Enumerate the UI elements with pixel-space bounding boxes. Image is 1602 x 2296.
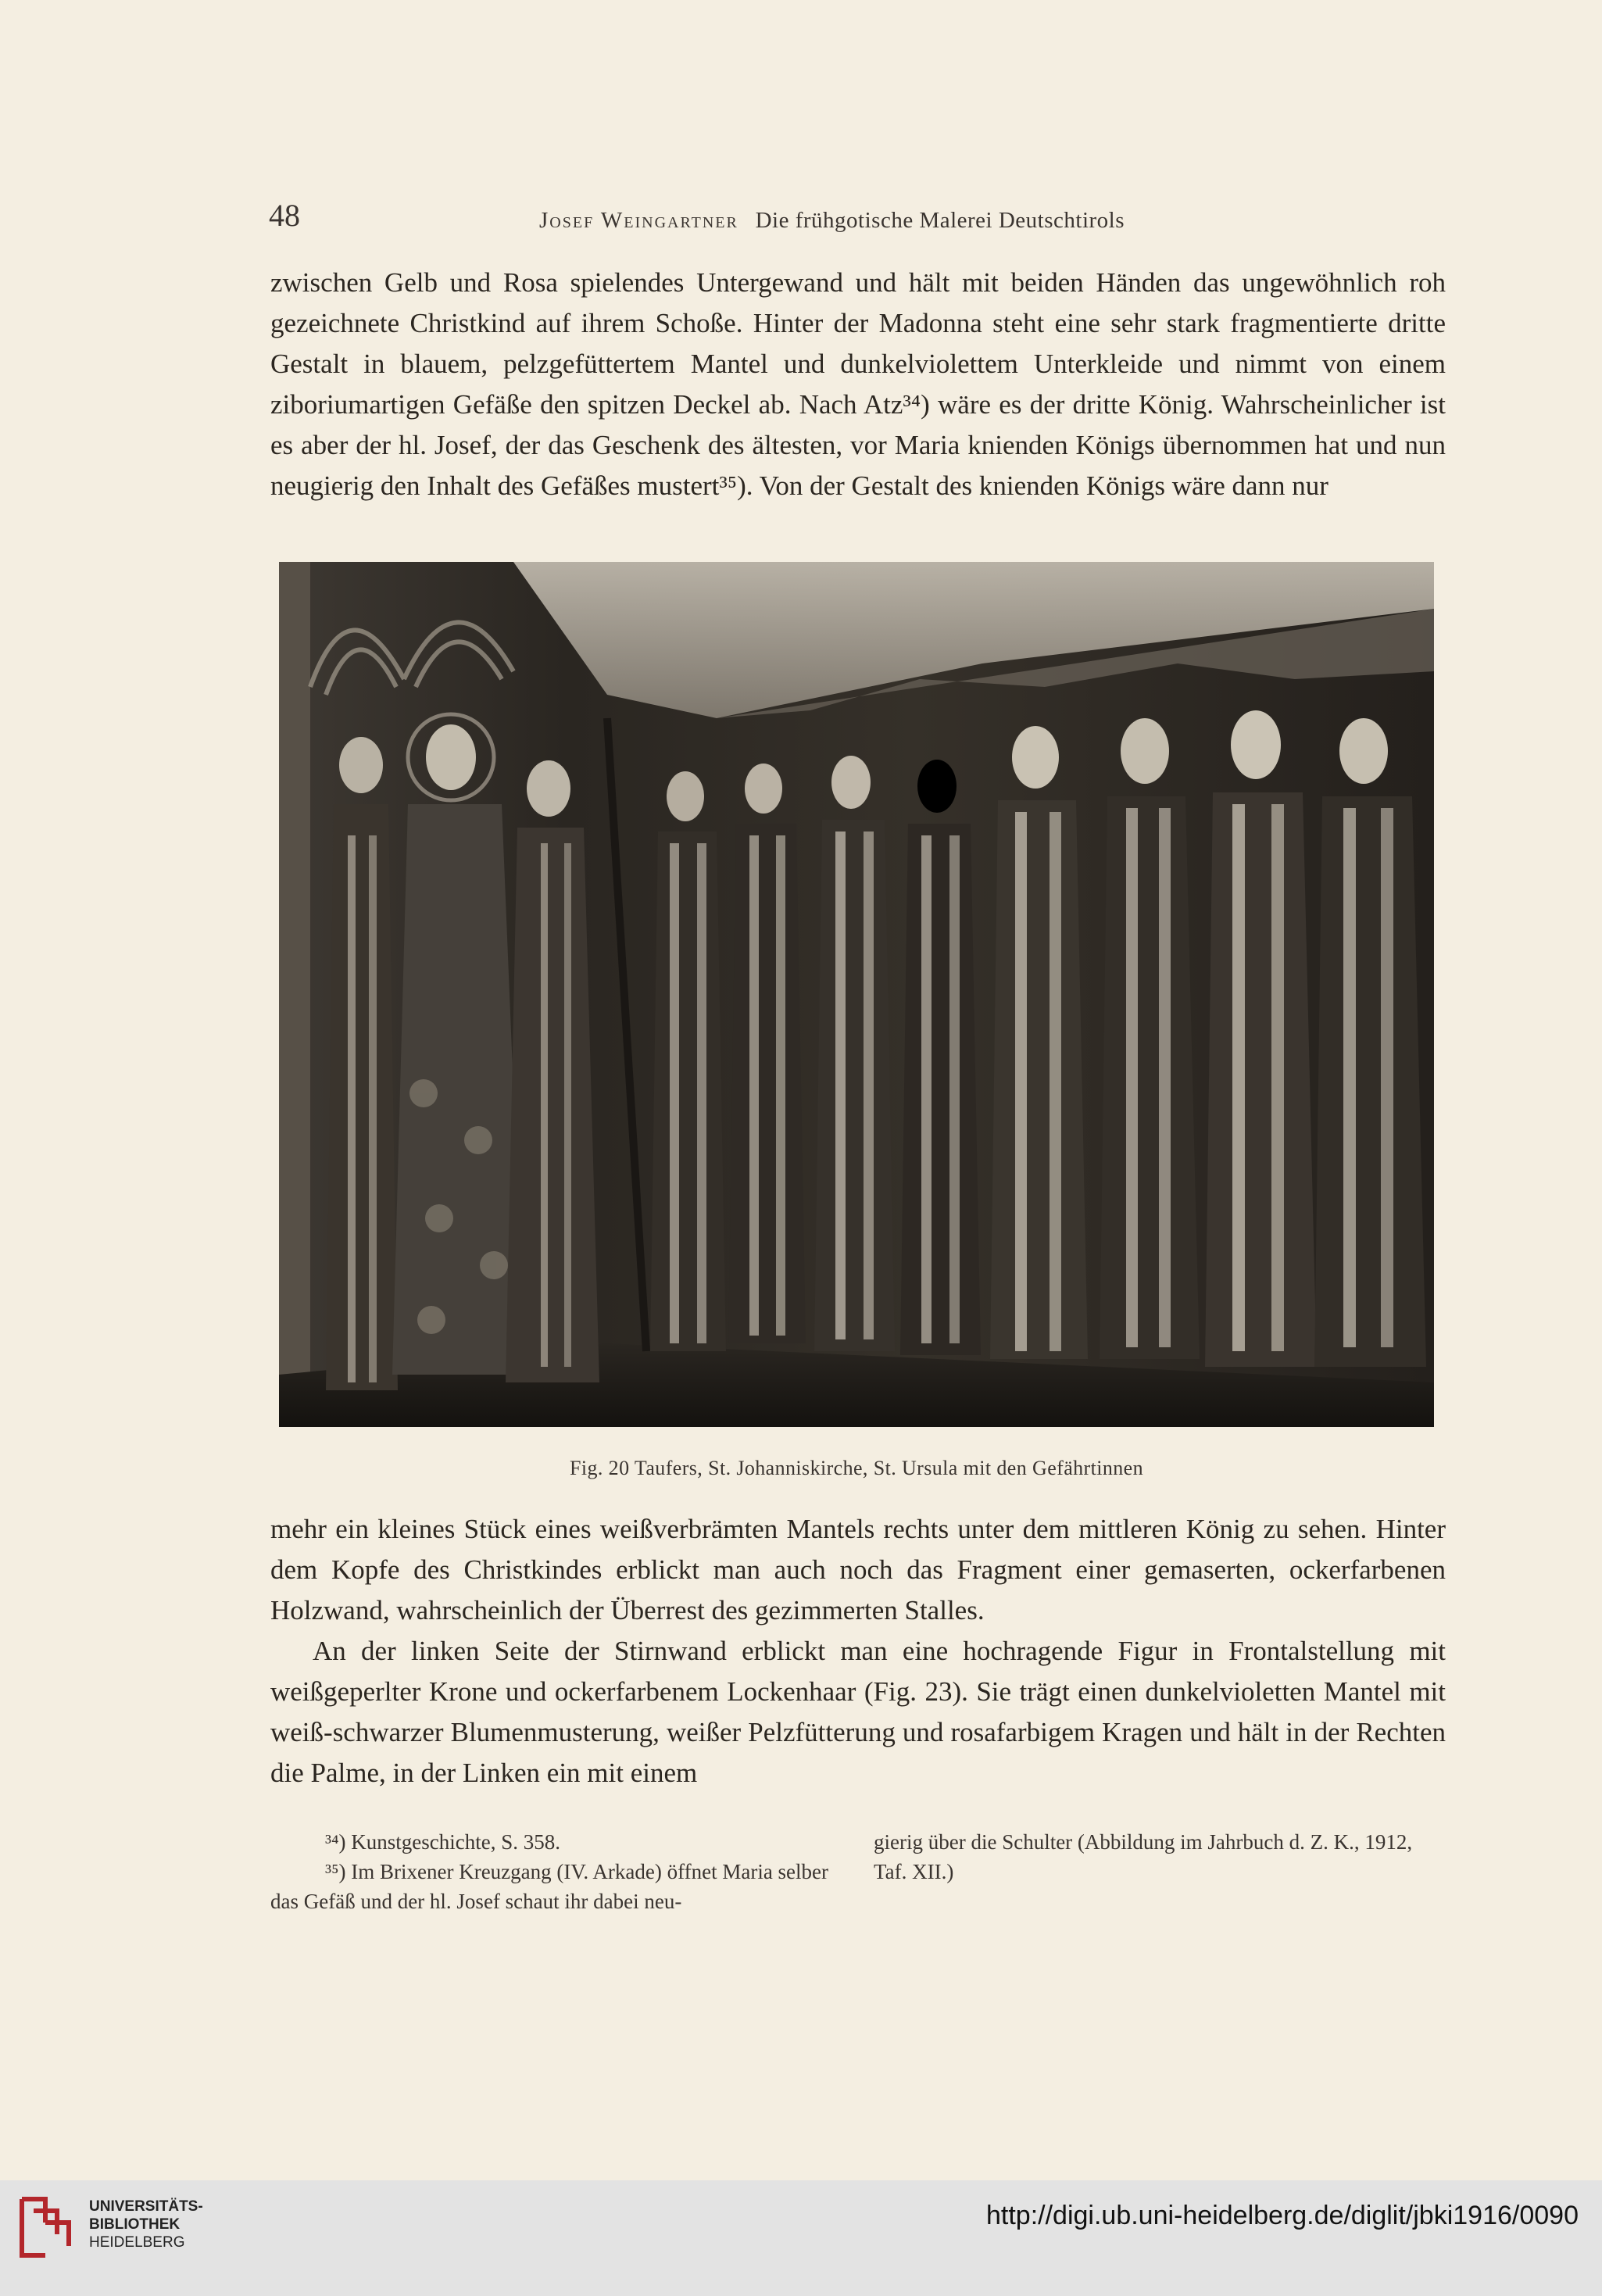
footnote-35-part1: ³⁵) Im Brixener Kreuzgang (IV. Arkade) öffnet Maria selber das Gefäß und der hl. Josef schaut ihr dabei neu- [270, 1860, 829, 1913]
footer-bar [0, 2180, 1602, 2296]
library-line-1: UNIVERSITÄTS- [89, 2198, 203, 2215]
body-text-bottom [270, 1509, 1446, 1794]
library-line-2: BIBLIOTHEK [89, 2216, 181, 2233]
footnote-35-part2: gierig über die Schulter (Abbildung im Jahrbuch d. Z. K., 1912, Taf. XII.) [874, 1830, 1413, 1883]
running-head-title: Die frühgotische Malerei Deutschtirols [755, 208, 1125, 233]
paragraph: zwischen Gelb und Rosa spielendes Untergewand und hält mit beiden Händen das ungewöhnlich roh gezeichnete Christkind auf ihrem Schoße. Hinter der Madonna steht eine sehr stark fragmentierte dritte Gestalt in blauem, pelzgefüttertem Mantel und dunkelviolettem Unterkleide und nimmt von einem ziboriumartigen Gefäße den spitzen Deckel ab. Nach Atz³⁴) wäre es der dritte König. Wahrscheinlicher ist es aber der hl. Josef, der das Geschenk des ältesten, vor Maria knienden Königs übernommen hat und nun neugierig den Inhalt des Gefäßes mustert³⁵). Von der Gestalt des knienden Königs wäre dann nur [270, 267, 1446, 501]
footnotes-left-column [270, 1827, 846, 1916]
library-line-3: HEIDELBERG [89, 2234, 185, 2251]
paragraph: An der linken Seite der Stirnwand erblickt man eine hochragende Figur in Frontalstellung mit weißgeperlter Krone und ockerfarbenem Lockenhaar (Fig. 23). Sie trägt einen dunkelvioletten Mantel mit weiß-schwarzer Blumenmusterung, weißer Pelzfütterung und rosafarbigem Kragen und hält in der Rechten die Palme, in der Linken ein mit einem [270, 1636, 1446, 1788]
running-head [539, 208, 1125, 234]
figure-caption: Fig. 20 Taufers, St. Johanniskirche, St. Ursula mit den Gefährtinnen [569, 1457, 1143, 1479]
source-url-link[interactable]: http://digi.ub.uni-heidelberg.de/diglit/jbki1916/0090 [986, 2201, 1579, 2230]
running-head-author: Josef Weingartner [539, 208, 738, 233]
footnote-34: ³⁴) Kunstgeschichte, S. 358. [325, 1830, 560, 1854]
body-text-top [270, 263, 1446, 506]
library-logo-icon [14, 2191, 78, 2263]
fresco-photo [279, 562, 1434, 1427]
library-name [89, 2198, 203, 2251]
page-number: 48 [269, 198, 300, 233]
figure-image [279, 562, 1434, 1427]
paragraph: mehr ein kleines Stück eines weißverbrämten Mantels rechts unter dem mittleren König zu sehen. Hinter dem Kopfe des Christkindes erblickt man auch noch das Fragment einer gemaserten, ockerfarbenen Holzwand, wahrscheinlich der Überrest des gezimmerten Stalles. [270, 1514, 1446, 1625]
footnotes-right-column [874, 1827, 1449, 1887]
